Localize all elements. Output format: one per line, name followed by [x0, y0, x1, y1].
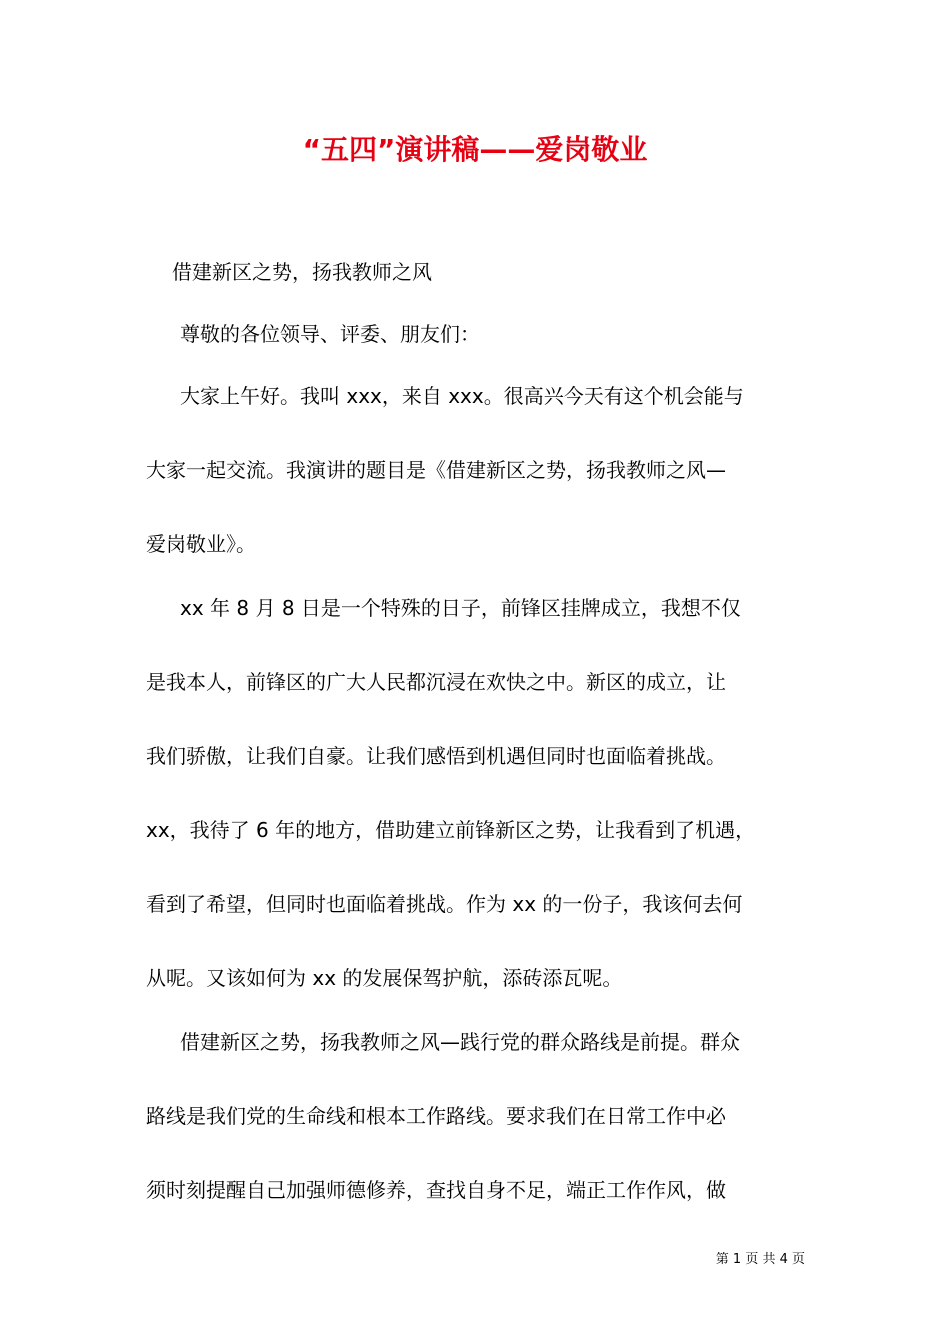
document-title: “五四”演讲稿——爱岗敬业 — [302, 133, 648, 166]
paragraph-line: 从呢。又该如何为 xx 的发展保驾护航，添砖添瓦呢。 — [146, 966, 623, 990]
paragraph-line: 爱岗敬业》。 — [146, 532, 256, 556]
paragraph-line: 是我本人，前锋区的广大人民都沉浸在欢快之中。新区的成立，让 — [146, 670, 726, 694]
paragraph-line: 路线是我们党的生命线和根本工作路线。要求我们在日常工作中必 — [146, 1104, 726, 1128]
paragraph-line: 借建新区之势，扬我教师之风—践行党的群众路线是前提。群众 — [180, 1030, 740, 1054]
paragraph-line: 我们骄傲，让我们自豪。让我们感悟到机遇但同时也面临着挑战。 — [146, 744, 726, 768]
paragraph-line: 大家上午好。我叫 xxx，来自 xxx。很高兴今天有这个机会能与 — [180, 384, 744, 408]
paragraph-line: 尊敬的各位领导、评委、朋友们： — [180, 322, 480, 346]
paragraph-line: 借建新区之势，扬我教师之风 — [172, 260, 432, 284]
paragraph-line: 大家一起交流。我演讲的题目是《借建新区之势，扬我教师之风— — [146, 458, 726, 482]
page-footer: 第 1 页 共 4 页 — [715, 1252, 805, 1267]
paragraph-line: 看到了希望，但同时也面临着挑战。作为 xx 的一份子，我该何去何 — [146, 892, 743, 916]
paragraph-line: 须时刻提醒自己加强师德修养，查找自身不足，端正工作作风，做 — [146, 1178, 726, 1202]
paragraph-line: xx 年 8 月 8 日是一个特殊的日子，前锋区挂牌成立，我想不仅 — [180, 596, 741, 620]
paragraph-line: xx，我待了 6 年的地方，借助建立前锋新区之势，让我看到了机遇， — [146, 818, 756, 842]
